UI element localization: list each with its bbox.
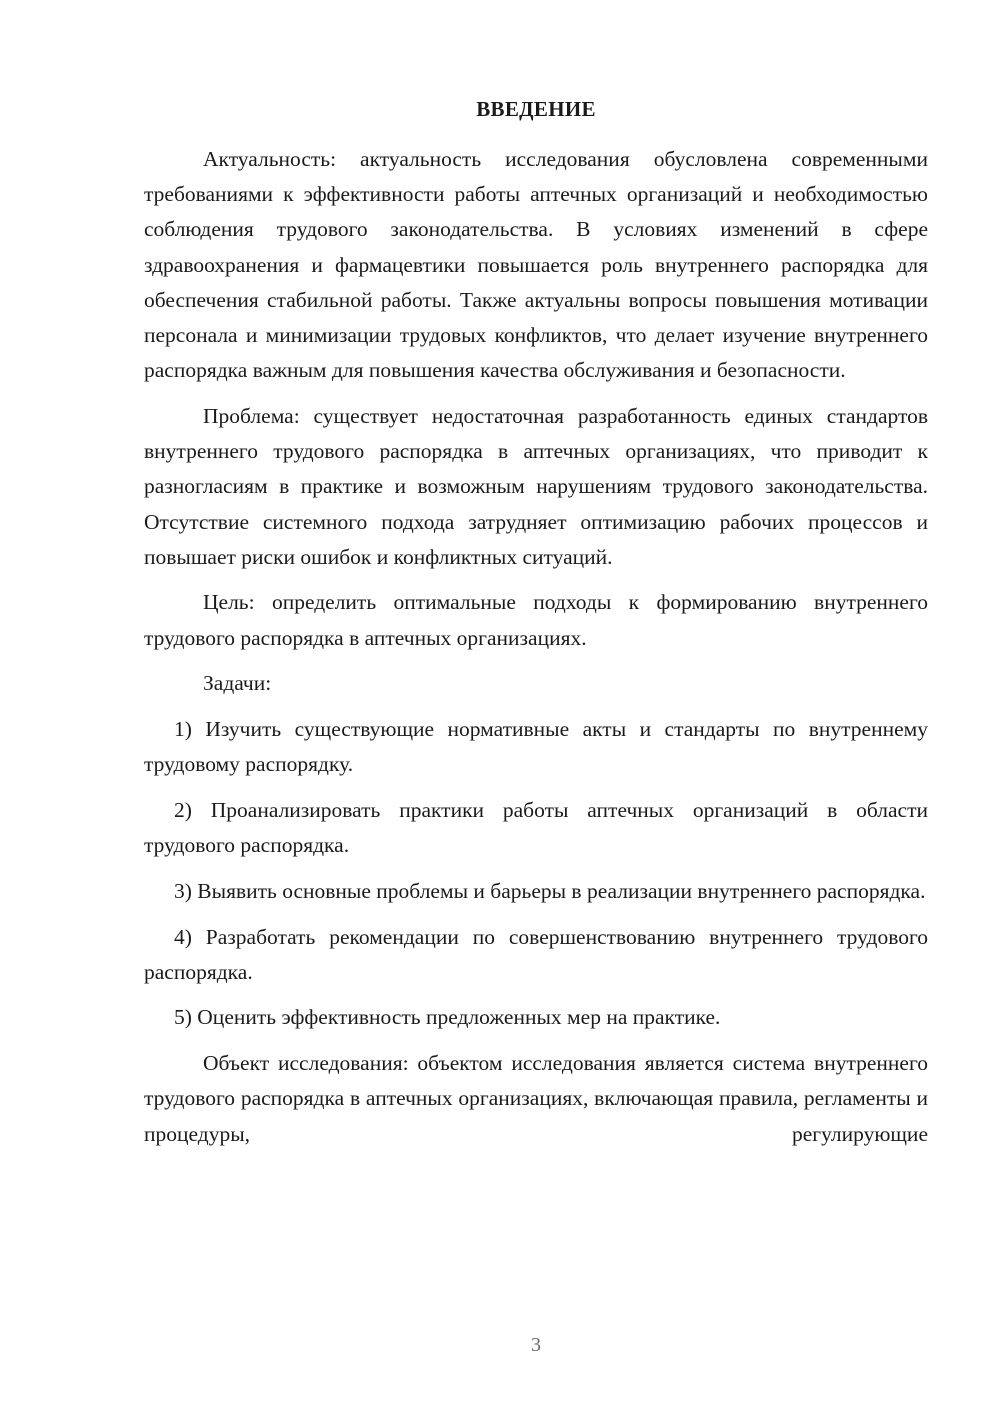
paragraph-goal: Цель: определить оптимальные подходы к формированию внутреннего трудового распорядка в аптечных организациях. <box>144 590 928 650</box>
paragraph-object: Объект исследования: объектом исследования является система внутреннего трудового распорядка в аптечных организациях, включающая правила, регламенты и процедуры, регулирующие <box>144 1051 928 1146</box>
body-text <box>144 142 928 1162</box>
task-item-3: 3) Выявить основные проблемы и барьеры в реализации внутреннего распорядка. <box>174 878 926 903</box>
paragraph-relevance: Актуальность: актуальность исследования обусловлена современными требованиями к эффективности работы аптечных организаций и необходимостью соблюдения трудового законодательства. В условиях изменений в сфере здравоохранения и фармацевтики повышается роль внутреннего распорядка для обеспечения стабильной работы. Также актуальны вопросы повышения мотивации персонала и минимизации трудовых конфликтов, что делает изучение внутреннего распорядка важным для повышения качества обслуживания и безопасности. <box>144 147 928 383</box>
paragraph-tasks-heading: Задачи: <box>203 671 272 696</box>
section-title: ВВЕДЕНИЕ <box>476 97 596 121</box>
page-number: 3 <box>531 1334 541 1356</box>
task-item-4: 4) Разработать рекомендации по совершенствованию внутреннего трудового распорядка. <box>144 924 928 984</box>
task-item-2: 2) Проанализировать практики работы аптечных организаций в области трудового распорядка. <box>144 797 928 858</box>
paragraph-problem: Проблема: существует недостаточная разработанность единых стандартов внутреннего трудового распорядка в аптечных организациях, что приводит к разногласиям в практике и возможным нарушениям трудового законодательства. Отсутствие системного подхода затрудняет оптимизацию рабочих процессов и повышает риски ошибок и конфликтных ситуаций. <box>144 403 928 569</box>
task-item-5: 5) Оценить эффективность предложенных мер на практике. <box>174 1005 721 1030</box>
task-item-1: 1) Изучить существующие нормативные акты и стандарты по внутреннему трудовому распорядку. <box>144 717 928 777</box>
